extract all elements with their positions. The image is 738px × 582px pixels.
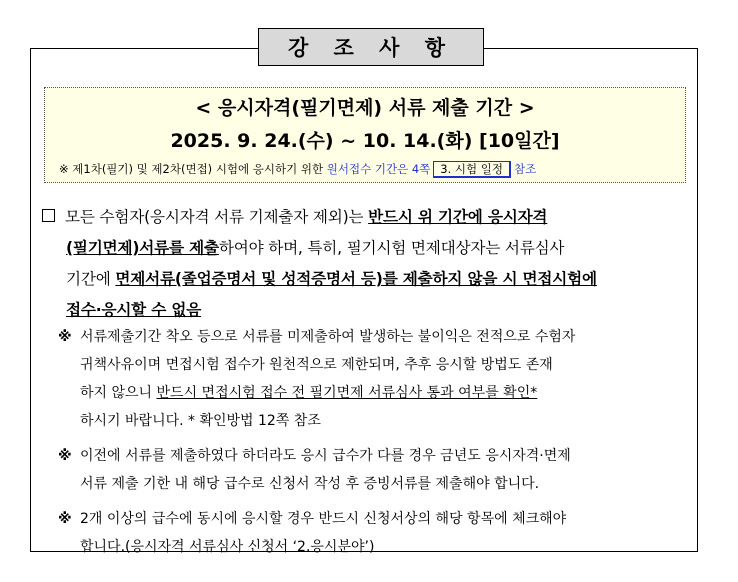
checkbox-square-icon (42, 209, 55, 222)
note-suffix: 참조 (513, 162, 537, 176)
period-heading: < 응시자격(필기면제) 서류 제출 기간 > (195, 97, 535, 119)
note-item (58, 323, 694, 435)
main-emphasis: (필기면제)서류를 제출 (66, 239, 219, 257)
notes-list (58, 323, 694, 568)
note-line: 하시기 바랍니다. * 확인방법 12쪽 참조 (80, 413, 321, 429)
period-note (59, 161, 536, 178)
note-line: 서류 제출 기한 내 해당 급수로 신청서 작성 후 증빙서류를 제출해야 합니다. (80, 476, 540, 492)
page-title: 강 조 사 항 (258, 28, 484, 66)
main-text: 모든 수험자(응시자격 서류 기제출자 제외)는 (65, 208, 369, 226)
note-item (58, 505, 694, 561)
main-line-3 (42, 264, 692, 295)
reference-mark-icon: ※ (58, 329, 72, 345)
schedule-reference-link[interactable]: 3. 시험 일정 (433, 161, 511, 178)
main-line-1 (42, 202, 692, 233)
note-line: 귀책사유이며 면접시험 접수가 원천적으로 제한되며, 추후 응시할 방법도 존재 (80, 357, 553, 373)
main-text: 기간에 (66, 270, 116, 288)
main-text: 하여야 하며, 특히, 필기시험 면제대상자는 서류심사 (218, 239, 565, 257)
note-line: 서류제출기간 착오 등으로 서류를 미제출하여 발생하는 불이익은 전적으로 수험자 (80, 329, 576, 345)
reference-mark-icon: ※ (58, 448, 72, 464)
submission-period-box (44, 87, 686, 183)
period-date: 2025. 9. 24.(수) ~ 10. 14.(화) [10일간] (170, 130, 560, 152)
reference-mark-icon: ※ (58, 511, 72, 527)
note-text: 하지 않으니 (80, 385, 157, 401)
note-highlight: 원서접수 기간은 4쪽 (326, 162, 431, 176)
note-line: 합니다.(응시자격 서류심사 신청서 ‘2.응시분야’) (80, 539, 375, 555)
main-emphasis: 반드시 위 기간에 응시자격 (368, 208, 548, 226)
main-line-4 (42, 295, 692, 326)
note-line: 2개 이상의 급수에 동시에 응시할 경우 반드시 신청서상의 해당 항목에 체크해야 (80, 511, 567, 527)
main-emphasis: 접수·응시할 수 없음 (66, 301, 202, 319)
note-item (58, 442, 694, 498)
note-emphasis: 반드시 면접시험 접수 전 필기면제 서류심사 통과 여부를 확인* (156, 385, 538, 401)
main-line-2 (42, 233, 692, 264)
note-prefix: ※ 제1차(필기) 및 제2차(면접) 시험에 응시하기 위한 (59, 162, 324, 176)
main-emphasis: 면제서류(졸업증명서 및 성적증명서 등)를 제출하지 않을 시 면접시험에 (115, 270, 597, 288)
note-line: 이전에 서류를 제출하였다 하더라도 응시 급수가 다를 경우 금년도 응시자격·면제 (80, 448, 571, 464)
note-line (80, 379, 694, 407)
main-instruction (42, 202, 692, 326)
